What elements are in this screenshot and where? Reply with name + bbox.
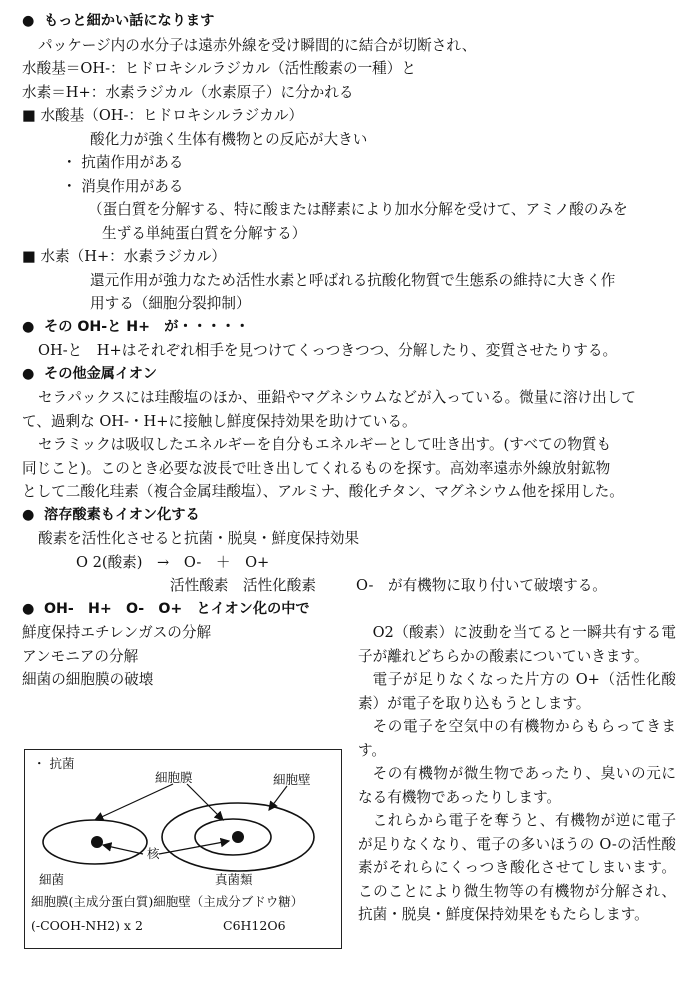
paragraph: O2（酸素）に波動を当てると一瞬共有する電子が離れどちらかの酸素についていきます。 [358,624,676,665]
text-line: 用する（細胞分裂抑制） [90,295,251,312]
explanation-column [358,621,676,927]
figure-caption: 細胞膜(主成分蛋白質)細胞壁（主成分ブドウ糖） [31,894,304,909]
section-heading-4: ● 溶存酸素もイオン化する [22,506,200,523]
section-heading-3: ● その他金属イオン [22,365,158,382]
text-line: 酸化力が強く生体有機物との反応が大きい [90,130,368,148]
heading-text: 水素（H+：水素ラジカル） [40,248,226,265]
text-line: セラパックスには珪酸塩のほか、亜鉛やマグネシウムなどが入っている。微量に溶け出して [38,389,636,406]
label-membrane: 細胞膜 [155,770,193,785]
antibacterial-figure [24,749,342,949]
figure-title: ・ 抗菌 [33,756,75,771]
heading-text: 水酸基（OH-：ヒドロキシルラジカル） [40,107,304,124]
section-heading-2: ● その OH-と H+ が・・・・・ [22,318,250,335]
paragraph: その電子を空気中の有機物からもらってきます。 [358,718,676,759]
label-wall: 細胞壁 [273,772,311,787]
hydrogen-heading: ■ 水素（H+：水素ラジカル） [22,248,226,265]
text-line: て、過剰な OH-・H+に接触し鮮度保持効果を助けている。 [22,412,417,430]
text-line: 水素＝H+：水素ラジカル（水素原子）に分かれる [22,83,354,101]
hydroxyl-heading: ■ 水酸基（OH-：ヒドロキシルラジカル） [22,107,304,124]
label-nucleus: 核 [147,846,160,861]
text-line: OH-と H+はそれぞれ相手を見つけてくっつきつつ、分解したり、変質させたりする。 [38,342,618,359]
paragraph: その有機物が微生物であったり、臭いの元になる有機物であったりします。 [358,765,676,806]
text-line: として二酸化珪素（複合金属珪酸塩）、アルミナ、酸化チタン、マグネシウム他を採用した。 [22,483,624,500]
text-line: 同じこと)。このとき必要な波長で吐き出してくれるものを探す。高効率遠赤外線放射鉱物 [22,459,611,477]
text-line: パッケージ内の水分子は遠赤外線を受け瞬間的に結合が切断され、 [38,36,477,54]
heading-text: もっと細かい話になります [44,13,215,29]
text-line: 還元作用が強力なため活性水素と呼ばれる抗酸化物質で生態系の維持に大きく作 [90,271,616,289]
text-line: セラミックは吸収したエネルギーを自分もエネルギーとして吐き出す。(すべての物質も [38,436,612,453]
two-column-area [22,621,682,1001]
label-fungi: 真菌類 [215,872,253,887]
formula-wall: C6H12O6 [223,918,286,933]
label-bacteria: 細菌 [39,872,65,887]
heading-text: OH- H+ O- O+ とイオン化の中で [44,600,310,617]
formula-membrane: (-COOH-NH2) x 2 [31,918,143,933]
paragraph: 電子が足りなくなった片方の O+（活性化酸素）が電子を取り込もうとします。 [358,671,676,712]
heading-text: その他金属イオン [44,365,158,382]
list-item: アンモニアの分解 [22,647,139,665]
list-item: 鮮度保持エチレンガスの分解 [22,624,212,641]
equation-labels: 活性酸素 活性化酸素 O- が有機物に取り付いて破壊する。 [170,577,607,594]
heading-text: その OH-と H+ が・・・・・ [44,318,250,335]
document-page [22,10,682,1001]
equation: O 2(酸素) → O- ＋ O+ [76,553,270,571]
text-line: 水酸基＝OH-：ヒドロキシルラジカル（活性酸素の一種）と [22,60,416,77]
fungi-nucleus [232,831,244,843]
list-item: ・ 消臭作用がある [62,177,184,195]
list-item: 細菌の細胞膜の破壊 [22,671,154,688]
text-line: 生ずる単純蛋白質を分解する） [102,224,307,242]
effects-list [22,621,342,692]
text-line: （蛋白質を分解する、特に酸または酵素により加水分解を受けて、アミノ酸のみを [88,201,628,218]
bacteria-nucleus [91,836,103,848]
section-heading-5: ● OH- H+ O- O+ とイオン化の中で [22,600,310,617]
heading-text: 溶存酸素もイオン化する [44,506,200,523]
list-item: ・ 抗菌作用がある [62,154,184,171]
paragraph: これらから電子を奪うと、有機物が逆に電子が足りなくなり、電子の多いほうの O-の活性酸素がそれらにくっつき酸化させてしまいます。このことにより微生物等の有機物が分解され、抗菌・脱臭・鮮度保持効果をもたらします。 [358,812,676,923]
section-heading-1: ● もっと細かい話になります [22,13,215,29]
text-line: 酸素を活性化させると抗菌・脱臭・鮮度保持効果 [38,530,360,547]
